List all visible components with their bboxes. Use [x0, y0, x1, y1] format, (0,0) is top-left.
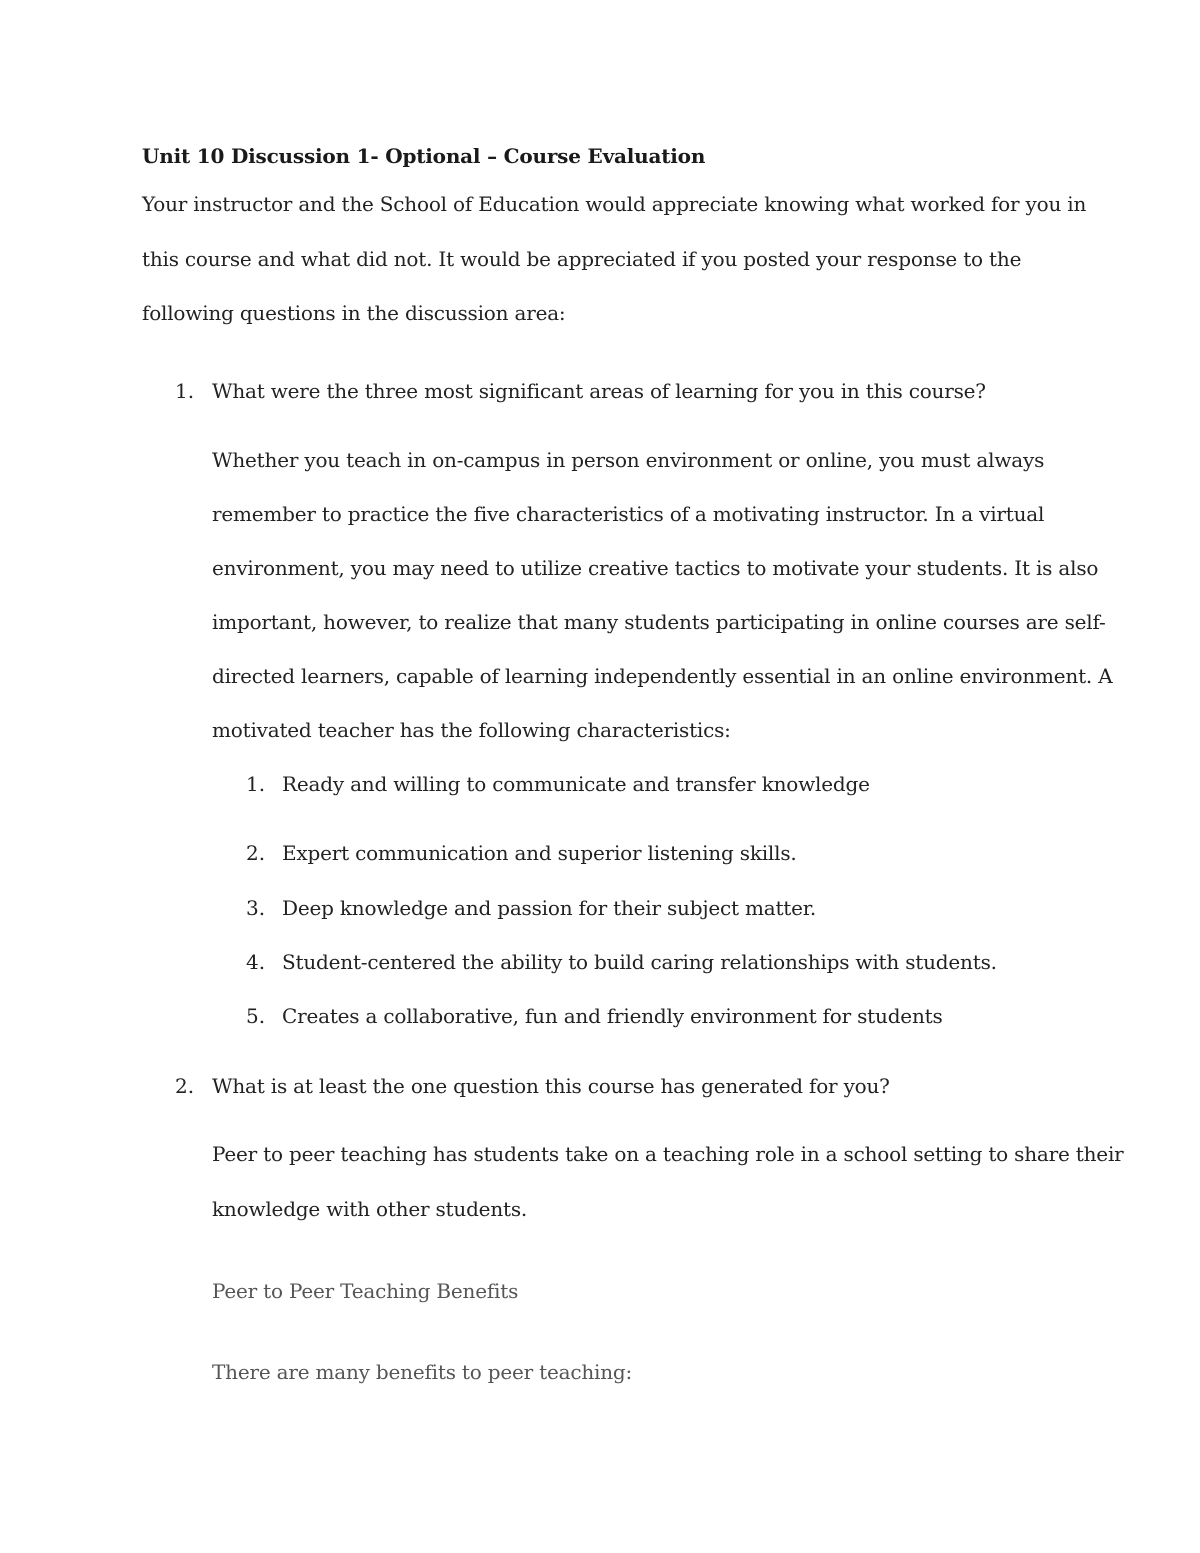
- benefits-intro: There are many benefits to peer teaching:: [212, 1360, 633, 1384]
- characteristic-5-number: 5.: [246, 1004, 266, 1028]
- intro-line-1: Your instructor and the School of Education would appreciate knowing what worked for you in: [142, 192, 1087, 216]
- intro-line-2: this course and what did not. It would be appreciated if you posted your response to the: [142, 247, 1022, 271]
- characteristic-4-number: 4.: [246, 950, 266, 974]
- characteristic-1-text: Ready and willing to communicate and transfer knowledge: [282, 772, 870, 796]
- characteristic-5-text: Creates a collaborative, fun and friendly environment for students: [282, 1004, 943, 1028]
- document-title: Unit 10 Discussion 1- Optional – Course Evaluation: [142, 144, 706, 168]
- characteristic-2-text: Expert communication and superior listening skills.: [282, 841, 797, 865]
- characteristic-1-number: 1.: [246, 772, 266, 796]
- characteristic-3-text: Deep knowledge and passion for their subject matter.: [282, 896, 817, 920]
- peer-teaching-subheading: Peer to Peer Teaching Benefits: [212, 1279, 519, 1303]
- question-1-number: 1.: [175, 379, 195, 403]
- characteristic-2-number: 2.: [246, 841, 266, 865]
- answer-1-line-3: environment, you may need to utilize creative tactics to motivate your students. It is also: [212, 556, 1099, 580]
- answer-1-line-1: Whether you teach in on-campus in person environment or online, you must always: [212, 448, 1045, 472]
- answer-1-line-5: directed learners, capable of learning independently essential in an online environment. A: [212, 664, 1113, 688]
- question-2-number: 2.: [175, 1074, 195, 1098]
- characteristic-4-text: Student-centered the ability to build caring relationships with students.: [282, 950, 997, 974]
- answer-2-line-2: knowledge with other students.: [212, 1197, 528, 1221]
- answer-2-line-1: Peer to peer teaching has students take on a teaching role in a school setting to share their: [212, 1142, 1124, 1166]
- intro-line-3: following questions in the discussion area:: [142, 301, 566, 325]
- characteristic-3-number: 3.: [246, 896, 266, 920]
- answer-1-line-2: remember to practice the five characteristics of a motivating instructor. In a virtual: [212, 502, 1045, 526]
- answer-1-line-4: important, however, to realize that many students participating in online courses are self-: [212, 610, 1106, 634]
- question-1-text: What were the three most significant areas of learning for you in this course?: [212, 379, 986, 403]
- question-2-text: What is at least the one question this course has generated for you?: [212, 1074, 890, 1098]
- answer-1-line-6: motivated teacher has the following characteristics:: [212, 718, 731, 742]
